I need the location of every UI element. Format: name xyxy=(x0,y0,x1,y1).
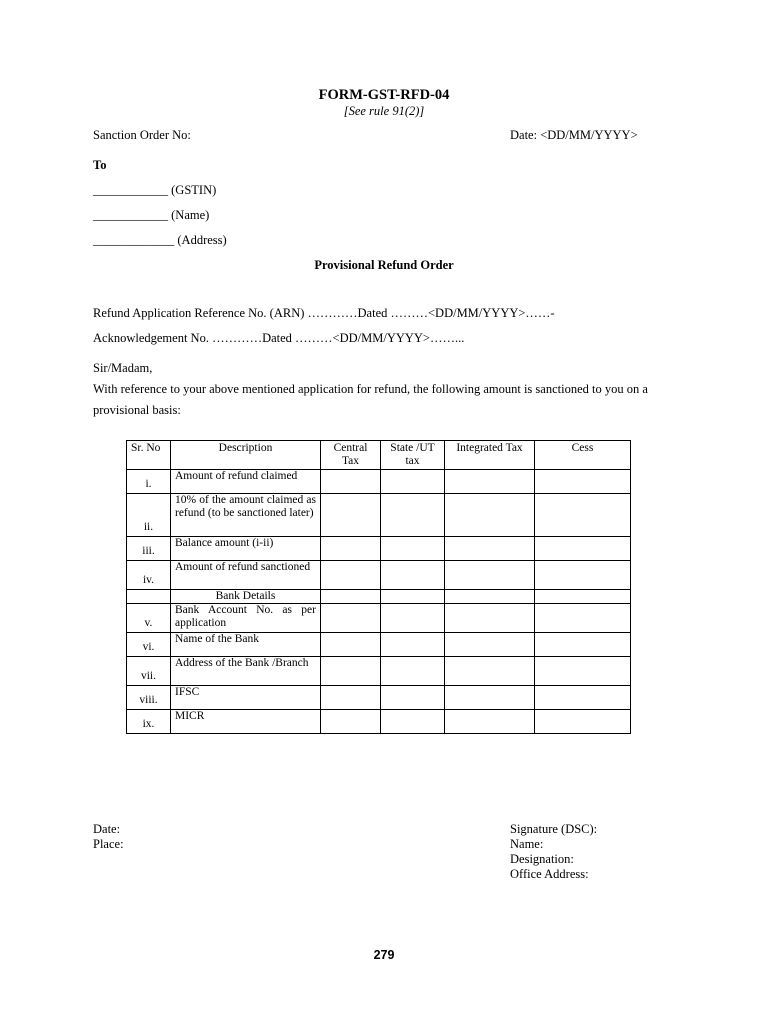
cess-cell xyxy=(535,561,631,590)
bank-details-empty-cell xyxy=(127,590,171,604)
table-header-row xyxy=(127,441,631,470)
row-description: Amount of refund claimed xyxy=(171,470,321,494)
address-line: _____________ (Address) xyxy=(93,233,227,247)
central-tax-cell xyxy=(321,657,381,686)
row-description: IFSC xyxy=(171,686,321,710)
row-number: i. xyxy=(127,470,171,494)
bank-details-row xyxy=(127,590,631,604)
cess-cell xyxy=(535,604,631,633)
gstin-line: ____________ (GSTIN) xyxy=(93,183,217,197)
row-number: ix. xyxy=(127,710,171,734)
order-date-label: Date: <DD/MM/YYYY> xyxy=(510,128,638,142)
central-tax-cell xyxy=(321,561,381,590)
page-number: 279 xyxy=(373,948,395,962)
state-tax-cell xyxy=(381,657,445,686)
table-row xyxy=(127,633,631,657)
table-row xyxy=(127,604,631,633)
state-tax-cell xyxy=(381,537,445,561)
row-description: Balance amount (i-ii) xyxy=(171,537,321,561)
cess-cell xyxy=(535,633,631,657)
state-tax-cell xyxy=(381,633,445,657)
row-number: vii. xyxy=(127,657,171,686)
state-tax-cell xyxy=(381,590,445,604)
body-paragraph: With reference to your above mentioned application for refund, the following amount is sanctioned to you on a provisional basis: xyxy=(93,382,648,417)
central-tax-cell xyxy=(321,686,381,710)
integrated-tax-cell xyxy=(445,657,535,686)
rule-reference: [See rule 91(2)] xyxy=(343,104,425,118)
state-tax-cell xyxy=(381,604,445,633)
central-tax-cell xyxy=(321,470,381,494)
row-description: Amount of refund sanctioned xyxy=(171,561,321,590)
row-description: Name of the Bank xyxy=(171,633,321,657)
central-tax-cell xyxy=(321,494,381,537)
integrated-tax-cell xyxy=(445,710,535,734)
name-line: ____________ (Name) xyxy=(93,208,210,222)
cess-cell xyxy=(535,590,631,604)
acknowledgement-reference: Acknowledgement No. …………Dated ………<DD/MM/YYYY>……... xyxy=(93,331,465,345)
table-row xyxy=(127,537,631,561)
row-number: viii. xyxy=(127,686,171,710)
row-number: vi. xyxy=(127,633,171,657)
integrated-tax-cell xyxy=(445,494,535,537)
cess-cell xyxy=(535,470,631,494)
form-title: FORM-GST-RFD-04 xyxy=(318,87,450,103)
row-description: MICR xyxy=(171,710,321,734)
order-title: Provisional Refund Order xyxy=(314,258,454,272)
cess-cell xyxy=(535,686,631,710)
state-tax-cell xyxy=(381,561,445,590)
arn-reference: Refund Application Reference No. (ARN) …………Dated ………<DD/MM/YYYY>……- xyxy=(93,306,555,320)
state-tax-cell xyxy=(381,470,445,494)
integrated-tax-cell xyxy=(445,561,535,590)
integrated-tax-cell xyxy=(445,537,535,561)
table-row xyxy=(127,561,631,590)
cess-cell xyxy=(535,710,631,734)
to-label: To xyxy=(93,158,107,172)
header-sr-no: Sr. No xyxy=(127,441,171,470)
integrated-tax-cell xyxy=(445,604,535,633)
integrated-tax-cell xyxy=(445,470,535,494)
header-integrated-tax: Integrated Tax xyxy=(445,441,535,470)
cess-cell xyxy=(535,537,631,561)
salutation: Sir/Madam, xyxy=(93,361,153,375)
signature-label: Signature (DSC): xyxy=(510,822,598,836)
cess-cell xyxy=(535,657,631,686)
footer-place-label: Place: xyxy=(93,837,124,851)
row-description: Address of the Bank /Branch xyxy=(171,657,321,686)
office-address-label: Office Address: xyxy=(510,867,589,881)
state-tax-cell xyxy=(381,710,445,734)
central-tax-cell xyxy=(321,537,381,561)
integrated-tax-cell xyxy=(445,633,535,657)
refund-table xyxy=(126,440,631,734)
integrated-tax-cell xyxy=(445,686,535,710)
central-tax-cell xyxy=(321,710,381,734)
header-state-ut-tax: State /UT tax xyxy=(381,441,445,470)
header-central-tax: Central Tax xyxy=(321,441,381,470)
state-tax-cell xyxy=(381,494,445,537)
header-description: Description xyxy=(171,441,321,470)
table-row xyxy=(127,657,631,686)
row-number: ii. xyxy=(127,494,171,537)
officer-name-label: Name: xyxy=(510,837,544,851)
footer-date-label: Date: xyxy=(93,822,121,836)
state-tax-cell xyxy=(381,686,445,710)
row-number: iv. xyxy=(127,561,171,590)
central-tax-cell xyxy=(321,604,381,633)
designation-label: Designation: xyxy=(510,852,574,866)
central-tax-cell xyxy=(321,633,381,657)
row-description: Bank Account No. as per application xyxy=(171,604,321,633)
integrated-tax-cell xyxy=(445,590,535,604)
table-row xyxy=(127,470,631,494)
row-number: iii. xyxy=(127,537,171,561)
row-description: 10% of the amount claimed as refund (to be sanctioned later) xyxy=(171,494,321,537)
table-row xyxy=(127,710,631,734)
bank-details-heading: Bank Details xyxy=(171,590,321,604)
table-row xyxy=(127,686,631,710)
cess-cell xyxy=(535,494,631,537)
sanction-order-label: Sanction Order No: xyxy=(93,128,191,142)
central-tax-cell xyxy=(321,590,381,604)
header-cess: Cess xyxy=(535,441,631,470)
table-row xyxy=(127,494,631,537)
row-number: v. xyxy=(127,604,171,633)
